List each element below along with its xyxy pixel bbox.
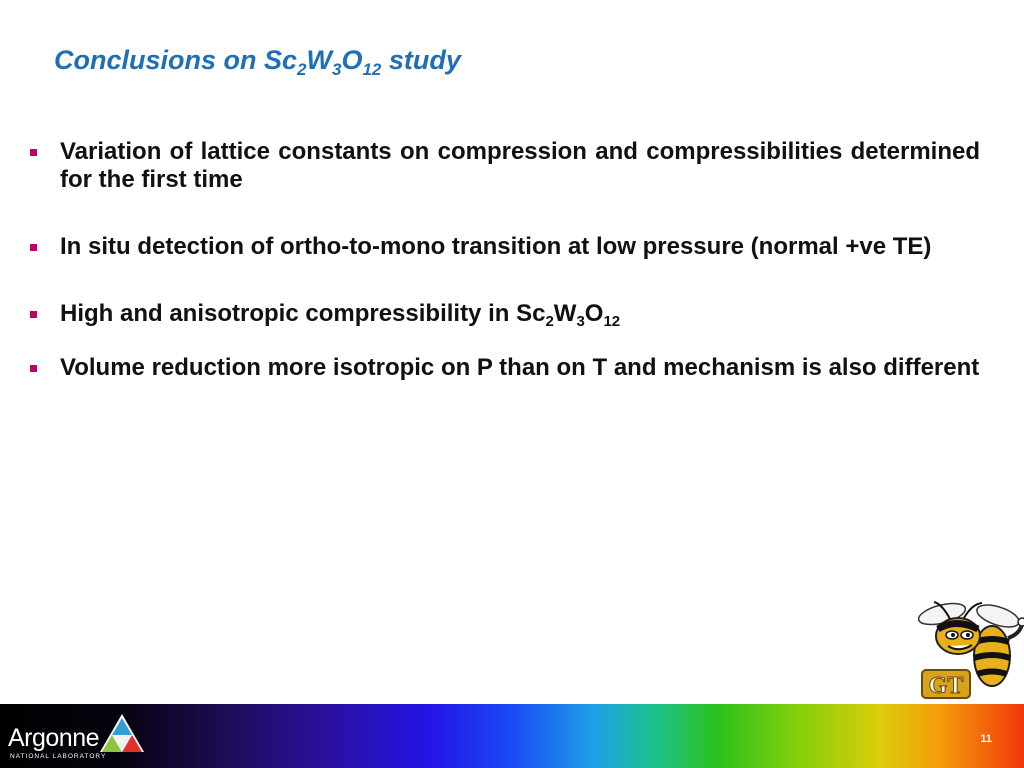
page-number: 11 [980, 733, 992, 745]
bullet-item [30, 300, 980, 328]
bullet-text-part: W [553, 300, 577, 327]
mascot-letters: GT [928, 673, 964, 699]
bullet-item [30, 354, 980, 382]
bullet-item [30, 138, 980, 194]
title-text: Conclusions on Sc [54, 45, 298, 75]
bullet-subscript: 12 [603, 313, 621, 330]
bullet-text [60, 300, 621, 330]
logo-subtitle: NATIONAL LABORATORY [10, 753, 107, 760]
footer-band [0, 704, 1024, 768]
title-text: O [341, 45, 363, 75]
yellow-jacket-buzz-icon [912, 598, 1024, 704]
bullet-marker [30, 149, 37, 156]
bullet-item [30, 233, 980, 261]
bullet-list [30, 138, 980, 382]
argonne-logo [8, 714, 148, 766]
bullet-text: In situ detection of ortho-to-mono transition at low pressure (normal +ve TE) [60, 233, 932, 260]
bullet-text-part: High and anisotropic compressibility in Sc [60, 300, 546, 327]
bullet-text-part: O [584, 300, 604, 327]
bullet-subscript: 2 [545, 313, 554, 330]
bullet-subscript: 3 [576, 313, 585, 330]
bullet-marker [30, 365, 37, 372]
bullet-text: Volume reduction more isotropic on P than on T and mechanism is also different [60, 354, 980, 381]
title-subscript: 12 [362, 60, 382, 79]
argonne-triangle-icon [100, 714, 144, 754]
title-subscript: 3 [331, 60, 342, 79]
slide-title [54, 44, 461, 79]
title-text: W [306, 45, 332, 75]
title-text: study [381, 45, 461, 75]
bullet-marker [30, 311, 37, 318]
title-subscript: 2 [297, 60, 307, 79]
bullet-text: Variation of lattice constants on compression and compressibilities determined for the first time [60, 138, 980, 193]
logo-wordmark: Argonne [8, 724, 100, 752]
bullet-marker [30, 244, 37, 251]
